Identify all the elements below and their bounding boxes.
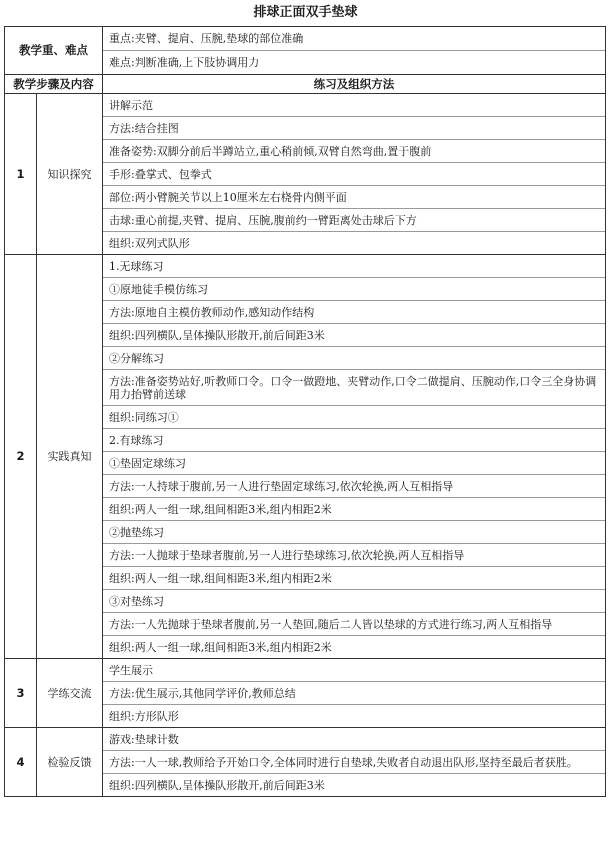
content-line: 组织:两人一组一球,组间相距3米,组内相距2米 xyxy=(103,566,605,589)
content-line: 讲解示范 xyxy=(109,99,153,112)
section-name: 实践真知 xyxy=(37,255,103,659)
section-row xyxy=(5,255,606,659)
section-number: 2 xyxy=(5,255,37,659)
content-line: 方法:优生展示,其他同学评价,教师总结 xyxy=(103,681,605,704)
content-line: 1.无球练习 xyxy=(109,260,164,273)
content-line: 部位:两小臂腕关节以上10厘米左右桡骨内侧平面 xyxy=(103,185,605,208)
section-row xyxy=(5,94,606,255)
section-content xyxy=(103,659,606,728)
content-line: 组织:双列式队形 xyxy=(103,231,605,254)
content-line: 组织:两人一组一球,组间相距3米,组内相距2米 xyxy=(103,497,605,520)
section-content xyxy=(103,728,606,797)
content-line: 组织:四列横队,呈体操队形散开,前后间距3米 xyxy=(103,773,605,796)
content-line: 方法:原地自主模仿教师动作,感知动作结构 xyxy=(103,300,605,323)
content-line: 组织:四列横队,呈体操队形散开,前后间距3米 xyxy=(103,323,605,346)
focus-content xyxy=(103,27,606,75)
section-content xyxy=(103,255,606,659)
content-line: 方法:一人一球,教师给予开始口令,全体同时进行自垫球,失败者自动退出队形,坚持至最后者获胜。 xyxy=(103,750,605,773)
content-line: 游戏:垫球计数 xyxy=(109,733,179,746)
section-name: 检验反馈 xyxy=(37,728,103,797)
content-line: 击球:重心前提,夹臂、提肩、压腕,腹前约一臂距离处击球后下方 xyxy=(103,208,605,231)
content-line: ③对垫练习 xyxy=(103,589,605,612)
content-line: 方法:结合挂图 xyxy=(103,116,605,139)
header-row xyxy=(5,75,606,94)
content-line: 学生展示 xyxy=(109,664,153,677)
section-name: 知识探究 xyxy=(37,94,103,255)
section-row xyxy=(5,659,606,728)
key-point: 重点:夹臂、提肩、压腕,垫球的部位准确 xyxy=(109,32,304,45)
difficulty-point: 难点:判断准确,上下肢协调用力 xyxy=(103,50,605,74)
content-line: 组织:同练习① xyxy=(103,405,605,428)
content-line: ①垫固定球练习 xyxy=(103,451,605,474)
focus-row xyxy=(5,27,606,75)
content-line: ①原地徒手模仿练习 xyxy=(103,277,605,300)
content-line: 方法:准备姿势站好,听教师口令。口令一做蹬地、夹臂动作,口令二做提肩、压腕动作,口令三全身协调用力抬臂前送球 xyxy=(103,369,605,405)
section-row xyxy=(5,728,606,797)
content-line: 方法:一人持球于腹前,另一人进行垫固定球练习,依次轮换,两人互相指导 xyxy=(103,474,605,497)
content-line: 组织:方形队形 xyxy=(103,704,605,727)
content-line: 手形:叠掌式、包拳式 xyxy=(103,162,605,185)
content-line: 2.有球练习 xyxy=(103,428,605,451)
section-content xyxy=(103,94,606,255)
content-line: 准备姿势:双脚分前后半蹲站立,重心稍前倾,双臂自然弯曲,置于腹前 xyxy=(103,139,605,162)
page-title: 排球正面双手垫球 xyxy=(253,5,358,20)
steps-header: 教学步骤及内容 xyxy=(5,75,103,94)
section-number: 1 xyxy=(5,94,37,255)
section-number: 4 xyxy=(5,728,37,797)
content-line: 方法:一人抛球于垫球者腹前,另一人进行垫球练习,依次轮换,两人互相指导 xyxy=(103,543,605,566)
content-line: 组织:两人一组一球,组间相距3米,组内相距2米 xyxy=(103,635,605,658)
content-line: 方法:一人先抛球于垫球者腹前,另一人垫回,随后二人皆以垫球的方式进行练习,两人互相指导 xyxy=(103,612,605,635)
focus-label: 教学重、难点 xyxy=(5,27,103,75)
lesson-table xyxy=(4,26,606,797)
content-line: ②抛垫练习 xyxy=(103,520,605,543)
section-number: 3 xyxy=(5,659,37,728)
content-line: ②分解练习 xyxy=(103,346,605,369)
section-name: 学练交流 xyxy=(37,659,103,728)
methods-header: 练习及组织方法 xyxy=(103,75,606,94)
